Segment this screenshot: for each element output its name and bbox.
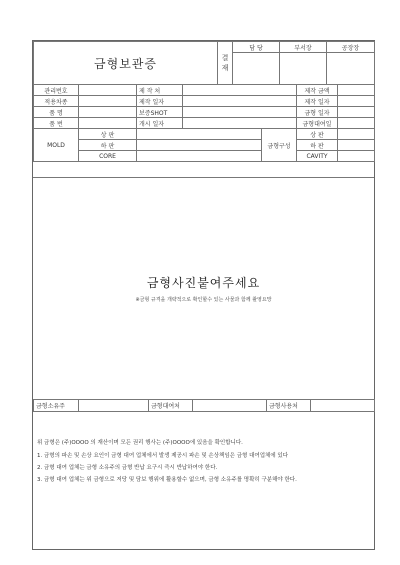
compose-lower-plate: 하 판 — [297, 140, 338, 151]
mold-lower-plate: 하 판 — [79, 140, 137, 151]
approval-label-text: 결 재 — [221, 54, 229, 72]
label-mold-composition: 금형구성 — [262, 129, 297, 162]
mold-custody-form — [32, 40, 375, 550]
sign-box-manager[interactable] — [280, 53, 327, 85]
value-maker[interactable] — [183, 85, 297, 96]
photo-placeholder-title: 금형사진붙여주세요 — [146, 276, 261, 290]
sign-box-staff[interactable] — [233, 53, 280, 85]
terms-notes — [37, 439, 369, 488]
approver-staff: 담 당 — [233, 42, 280, 53]
value-management-no[interactable] — [79, 85, 137, 96]
label-management-no: 관리번호 — [34, 85, 79, 96]
value-compose-lower-plate[interactable] — [338, 140, 375, 151]
terms-item: 3. 금형 대여 업체는 위 금형으로 저당 및 담보 행위에 활용할수 없으며, 금형 소유주를 명확히 구분해야 한다. — [37, 477, 297, 483]
value-production-cost[interactable] — [338, 85, 375, 96]
label-production-date-2: 제작 일자 — [297, 96, 338, 107]
info-grid — [33, 84, 375, 162]
terms-item: 1. 금형의 파손 및 손상 요인이 금형 대여 업체에서 발생 제공시 파손 및 손상책임은 금형 대여업체에 있다 — [37, 453, 289, 459]
label-part-name: 품 명 — [34, 107, 79, 118]
value-warranty-shot[interactable] — [183, 107, 297, 118]
value-part-name[interactable] — [79, 107, 137, 118]
value-mold-lower-plate[interactable] — [137, 140, 262, 151]
mold-upper-plate: 상 판 — [79, 129, 137, 140]
compose-cavity: CAVITY — [297, 151, 338, 162]
approval-label — [218, 42, 233, 85]
label-warranty-shot: 보증SHOT — [137, 107, 183, 118]
value-vehicle-model[interactable] — [79, 96, 137, 107]
value-mold-date[interactable] — [338, 107, 375, 118]
value-part-number[interactable] — [79, 118, 137, 129]
photo-placeholder-note: ※금형 규격을 개략적으로 확인할수 있는 사물과 함께 촬영요망 — [135, 297, 272, 303]
value-start-date[interactable] — [183, 118, 297, 129]
label-mold-rental-date: 금형대여일 — [297, 118, 338, 129]
label-mold-user: 금형사용처 — [267, 400, 311, 412]
label-production-date: 제작 일자 — [137, 96, 183, 107]
approver-manager: 부서장 — [280, 42, 327, 53]
label-production-cost: 제작 금액 — [297, 85, 338, 96]
label-mold-owner: 금형소유주 — [34, 400, 79, 412]
value-mold-user[interactable] — [311, 400, 375, 412]
terms-item: 2. 금형 대여 업체는 금형 소유주의 금형 반납 요구시 즉시 반납하여야 한다. — [37, 465, 218, 471]
value-mold-lender[interactable] — [193, 400, 267, 412]
value-mold-core[interactable] — [137, 151, 262, 162]
label-vehicle-model: 적용차종 — [34, 96, 79, 107]
mold-core: CORE — [79, 151, 137, 162]
owner-row — [33, 399, 375, 412]
value-compose-upper-plate[interactable] — [338, 129, 375, 140]
value-mold-owner[interactable] — [79, 400, 149, 412]
label-maker: 제 작 처 — [137, 85, 183, 96]
value-mold-rental-date[interactable] — [338, 118, 375, 129]
form-title: 금형보관증 — [34, 42, 218, 85]
value-compose-cavity[interactable] — [338, 151, 375, 162]
value-production-date[interactable] — [183, 96, 297, 107]
terms-list — [37, 452, 369, 485]
label-mold-lender: 금형대여처 — [149, 400, 193, 412]
value-mold-upper-plate[interactable] — [137, 129, 262, 140]
photo-area[interactable] — [33, 177, 374, 399]
compose-upper-plate: 상 판 — [297, 129, 338, 140]
label-start-date: 개시 일자 — [137, 118, 183, 129]
approver-plant-head: 공장장 — [327, 42, 375, 53]
terms-intro: 위 금형은 (주)OOOO 의 재산이며 모든 권리 행사는 (주)OOOO에 있음을 확인합니다. — [37, 440, 243, 446]
sign-box-plant-head[interactable] — [327, 53, 375, 85]
label-part-number: 품 번 — [34, 118, 79, 129]
value-production-date-2[interactable] — [338, 96, 375, 107]
label-mold: MOLD — [34, 129, 79, 162]
label-mold-date: 금형 일자 — [297, 107, 338, 118]
form-header — [33, 41, 375, 85]
